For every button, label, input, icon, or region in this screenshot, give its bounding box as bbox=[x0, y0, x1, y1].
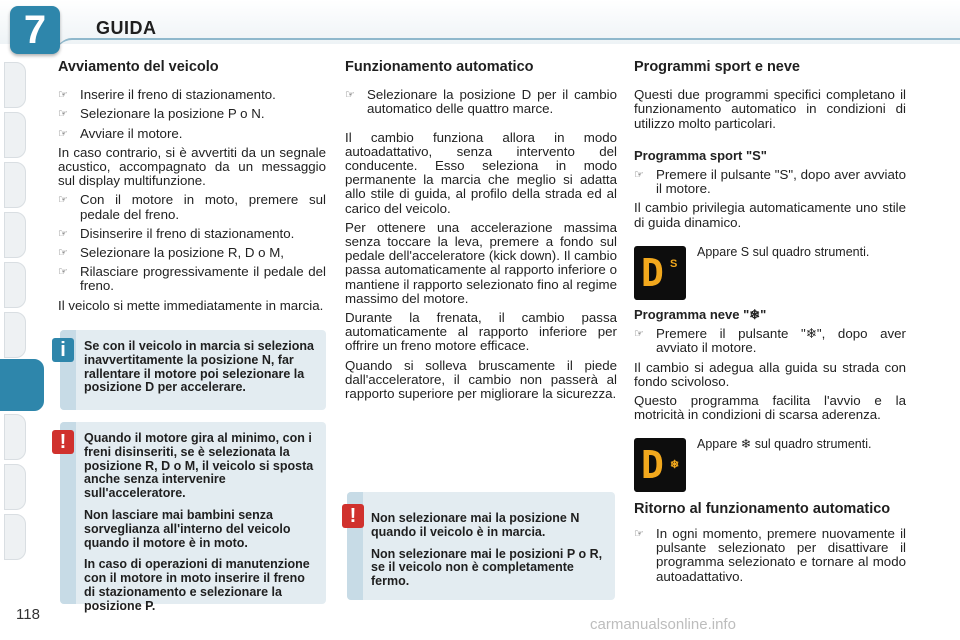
snow-heading: Programma neve "❄" bbox=[634, 307, 767, 322]
chapter-tab-2[interactable] bbox=[4, 112, 26, 158]
bullet-icon: ☞ bbox=[58, 266, 68, 279]
warning-note bbox=[60, 422, 326, 613]
chapter-tab-10[interactable] bbox=[4, 514, 26, 560]
bullet-icon: ☞ bbox=[58, 194, 68, 207]
column-automatic bbox=[345, 60, 617, 406]
column-programs-snow bbox=[634, 308, 906, 427]
page-header bbox=[0, 0, 960, 55]
paragraph: Per ottenere una accelerazione massima senza toccare la leva, premere a fondo sul pedale dell'acceleratore (kick down). Il cambio passa automaticamente al rapporto inferiore o mantiene il rapporto selezionato fino al regime massimo del motore. bbox=[345, 219, 618, 306]
chapter-tab-1[interactable] bbox=[4, 62, 26, 108]
paragraph: Il cambio funziona allora in modo autoadattativo, senza intervento del conducente. Esso seleziona in modo permanente la marcia che meglio si adatta allo stile di guida, al profilo della strada ed al carico del veicolo. bbox=[345, 129, 617, 216]
paragraph: Quando si solleva bruscamente il piede dall'acceleratore, il cambio non passerà al rapporto superiore per migliorare la sicurezza. bbox=[345, 357, 617, 402]
sport-heading: Programma sport "S" bbox=[634, 147, 767, 163]
warning-note-2-text-1: Non selezionare mai la posizione N quando il veicolo è in marcia. bbox=[371, 511, 580, 539]
paragraph: Questo programma facilita l'avvio e la motricità in condizioni di scarsa aderenza. bbox=[634, 393, 906, 423]
column-starting bbox=[58, 60, 326, 318]
chapter-tab-5[interactable] bbox=[4, 262, 26, 308]
snow-caption: Appare ❄ sul quadro strumenti. bbox=[697, 437, 872, 451]
snow-display-image: D ❄ bbox=[634, 438, 686, 492]
list-item: ☞ Selezionare la posizione P o N. bbox=[58, 106, 265, 122]
column-programs-return bbox=[634, 502, 906, 589]
info-note bbox=[60, 330, 326, 410]
chapter-side-tabs bbox=[0, 56, 40, 586]
return-heading: Ritorno al funzionamento automatico bbox=[634, 501, 891, 517]
list-item: ☞ Rilasciare progressivamente il pedale del freno. bbox=[58, 264, 326, 294]
sport-caption: Appare S sul quadro strumenti. bbox=[697, 245, 870, 259]
bullet-icon: ☞ bbox=[58, 227, 68, 240]
bullet-icon: ☞ bbox=[634, 328, 644, 341]
list-item: ☞ Selezionare la posizione R, D o M, bbox=[58, 245, 284, 261]
chapter-tab-8[interactable] bbox=[4, 414, 26, 460]
bullet-icon: ☞ bbox=[58, 108, 68, 121]
chapter-tab-7-active[interactable] bbox=[0, 359, 44, 411]
warning-note-2-text-2: Non selezionare mai le posizioni P o R, se il veicolo non è completamente fermo. bbox=[371, 546, 603, 589]
chapter-tab-4[interactable] bbox=[4, 212, 26, 258]
section-title-starting: Avviamento del veicolo bbox=[58, 59, 219, 75]
warning-note-text-1: Quando il motore gira al minimo, con i freni disinseriti, se è selezionata la posizione R, D o M, il veicolo si sposta anche senza intervenire sull'acceleratore. bbox=[84, 431, 314, 501]
paragraph: Durante la frenata, il cambio passa automaticamente al rapporto inferiore per offrire un freno motore efficace. bbox=[345, 310, 617, 354]
list-item: ☞ Premere il pulsante "S", dopo aver avviato il motore. bbox=[634, 167, 906, 197]
header-rule bbox=[56, 38, 960, 54]
chapter-tab-6[interactable] bbox=[4, 312, 26, 358]
info-icon: i bbox=[52, 338, 74, 362]
paragraph: Questi due programmi specifici completano il funzionamento automatico in condizioni di utilizzo molto particolari. bbox=[634, 87, 906, 131]
page-number: 118 bbox=[16, 606, 40, 623]
list-item: ☞ Inserire il freno di stazionamento. bbox=[58, 87, 276, 103]
warning-icon: ! bbox=[342, 504, 364, 528]
warning-note-text-2: Non lasciare mai bambini senza sorveglianza all'interno del veicolo quando il motore è in moto. bbox=[84, 507, 291, 550]
chapter-tab-9[interactable] bbox=[4, 464, 26, 510]
warning-icon: ! bbox=[52, 430, 74, 454]
section-title-programs: Programmi sport e neve bbox=[634, 59, 800, 75]
list-item: ☞ In ogni momento, premere nuovamente il pulsante selezionato per disattivare il programma selezionato e tornare al modo autoadattativo. bbox=[634, 526, 906, 584]
bullet-icon: ☞ bbox=[345, 89, 355, 102]
paragraph: Il cambio si adegua alla guida su strada con fondo scivoloso. bbox=[634, 359, 906, 389]
bullet-icon: ☞ bbox=[634, 169, 644, 182]
watermark: carmanualsonline.info bbox=[590, 616, 736, 633]
bullet-icon: ☞ bbox=[58, 127, 68, 140]
paragraph: Il veicolo si mette immediatamente in marcia. bbox=[58, 297, 324, 313]
bullet-icon: ☞ bbox=[58, 89, 68, 102]
sport-display-image: D S bbox=[634, 246, 686, 300]
paragraph: Il cambio privilegia automaticamente uno stile di guida dinamico. bbox=[634, 200, 906, 230]
list-item: ☞ Con il motore in moto, premere sul pedale del freno. bbox=[58, 192, 326, 222]
list-item: ☞ Premere il pulsante "❄", dopo aver avviato il motore. bbox=[634, 326, 906, 356]
section-title-automatic: Funzionamento automatico bbox=[345, 59, 534, 75]
chapter-title: GUIDA bbox=[96, 18, 157, 38]
info-note-text: Se con il veicolo in marcia si seleziona inavvertitamente la posizione N, far rallentare il motore poi selezionare la posizione D per accelerare. bbox=[84, 339, 314, 395]
list-item: ☞ Disinserire il freno di stazionamento. bbox=[58, 225, 295, 241]
chapter-tab-3[interactable] bbox=[4, 162, 26, 208]
chapter-number-badge: 7 bbox=[10, 6, 60, 54]
bullet-icon: ☞ bbox=[58, 247, 68, 260]
warning-note-2 bbox=[347, 492, 615, 600]
column-programs bbox=[634, 60, 906, 235]
bullet-icon: ☞ bbox=[634, 528, 644, 540]
paragraph: In caso contrario, si è avvertiti da un segnale acustico, accompagnato da un messaggio sul display multifunzione. bbox=[58, 144, 326, 189]
list-item: ☞ Avviare il motore. bbox=[58, 125, 183, 141]
list-item: ☞ Selezionare la posizione D per il cambio automatico delle quattro marce. bbox=[345, 87, 617, 117]
warning-note-text-3: In caso di operazioni di manutenzione con il motore in moto inserire il freno di stazionamento e selezionare la posizione P. bbox=[84, 557, 310, 613]
